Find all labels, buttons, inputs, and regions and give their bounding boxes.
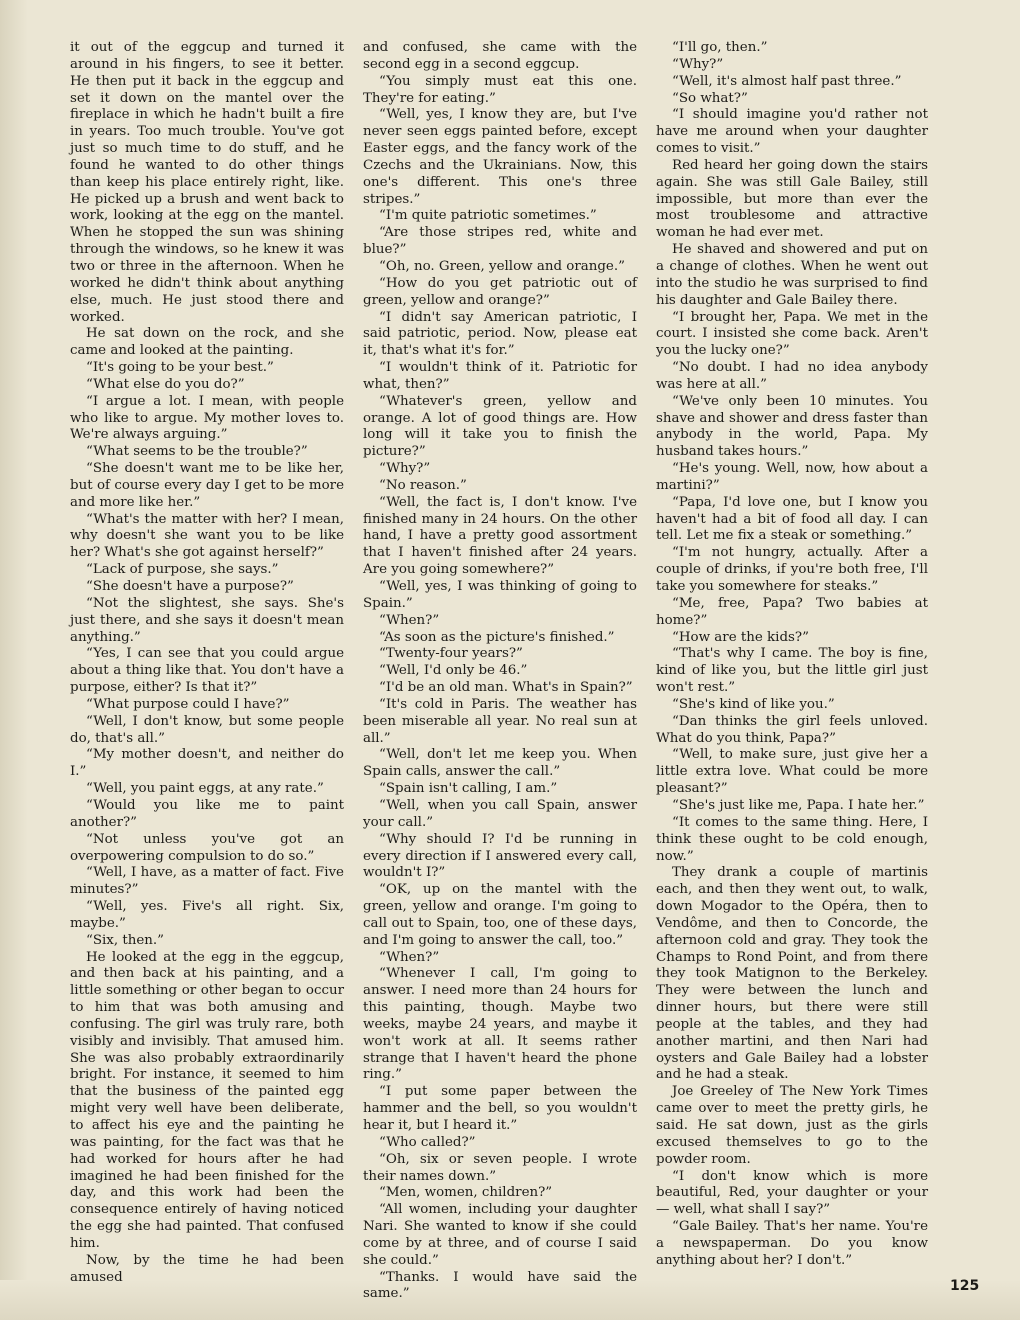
paragraph: “He's young. Well, now, how about a martini?” xyxy=(656,461,928,493)
paragraph: “As soon as the picture's finished.” xyxy=(379,629,615,645)
paragraph: it out of the eggcup and turned it around in his fingers, to see it better. He then put it back in the eggcup and set it down on the mantel over the fireplace in which he hadn't built a fire in years. Too much trouble. You've got just so much time to do stuff, and he found he wanted to do other things than keep his place entirely right, like. He picked up a brush and went back to work, looking at the egg on the mantel. When he stopped the sun was shining through the windows, so he knew it was two or three in the afternoon. When he worked he didn't think about anything else, much. He just stood there and worked. xyxy=(70,40,344,325)
paragraph: He shaved and showered and put on a change of clothes. When he went out into the studio he was surprised to find his daughter and Gale Bailey there. xyxy=(656,242,928,308)
paragraph: “Oh, six or seven people. I wrote their names down.” xyxy=(363,1151,637,1184)
paragraph: “I brought her, Papa. We met in the court. I insisted she come back. Aren't you the lucky one?” xyxy=(656,309,928,359)
text-column-3 xyxy=(656,40,928,1270)
paragraph: “Oh, no. Green, yellow and orange.” xyxy=(379,258,625,274)
paragraph: “My mother doesn't, and neither do I.” xyxy=(70,747,344,780)
paragraph: “Well, don't let me keep you. When Spain calls, answer the call.” xyxy=(363,747,637,780)
paragraph: “Well, you paint eggs, at any rate.” xyxy=(86,781,324,797)
paragraph: “It's cold in Paris. The weather has been miserable all year. No real sun at all.” xyxy=(363,696,637,746)
paragraph: “Why should I? I'd be running in every direction if I answered every call, wouldn't I?” xyxy=(363,831,637,881)
paragraph: “Me, free, Papa? Two babies at home?” xyxy=(656,595,928,628)
paragraph: “Spain isn't calling, I am.” xyxy=(379,781,558,797)
paragraph: “Well, yes, I know they are, but I've never seen eggs painted before, except Easter eggs, and the fancy work of the Czechs and the Ukrainians. Now, this one's different. This one's three stripes.” xyxy=(363,107,637,207)
paragraph: “How do you get patriotic out of green, yellow and orange?” xyxy=(363,275,637,308)
paragraph: “I'm quite patriotic sometimes.” xyxy=(379,208,597,224)
paragraph: “Why?” xyxy=(379,461,431,477)
paragraph: “I argue a lot. I mean, with people who like to argue. My mother loves to. We're always arguing.” xyxy=(70,393,344,443)
paragraph: “How are the kids?” xyxy=(672,629,809,645)
paragraph: “Who called?” xyxy=(379,1134,476,1150)
paragraph: Red heard her going down the stairs again. She was still Gale Bailey, still impossible, but more than ever the most troublesome and attractive woman he had ever met. xyxy=(656,157,928,241)
paragraph: “Why?” xyxy=(672,56,724,72)
paragraph: “You simply must eat this one. They're for eating.” xyxy=(363,73,637,106)
paragraph: “Well, I have, as a matter of fact. Five minutes?” xyxy=(70,865,344,898)
paragraph: “Six, then.” xyxy=(86,932,165,948)
paragraph: “Whenever I call, I'm going to answer. I need more than 24 hours for this painting, though. Maybe two weeks, maybe 24 years, and maybe it won't work at all. It seems rather strange that I haven't heard the phone ring.” xyxy=(363,966,637,1083)
paragraph: “When?” xyxy=(379,612,440,628)
paragraph: “Twenty-four years?” xyxy=(379,646,523,662)
paragraph: “Whatever's green, yellow and orange. A lot of good things are. How long will it take you to finish the picture?” xyxy=(363,393,637,460)
text-column-1 xyxy=(70,40,344,1286)
paragraph: “I put some paper between the hammer and the bell, so you wouldn't hear it, but I heard it.” xyxy=(363,1084,637,1133)
paragraph: “Well, to make sure, just give her a little extra love. What could be more pleasant?” xyxy=(656,747,928,797)
paragraph: “I didn't say American patriotic, I said patriotic, period. Now, please eat it, that's what it's for.” xyxy=(363,309,637,359)
paragraph: “Well, I don't know, but some people do, that's all.” xyxy=(70,713,344,746)
paragraph: “I'd be an old man. What's in Spain?” xyxy=(379,680,633,696)
paragraph: “Are those stripes red, white and blue?” xyxy=(363,225,637,258)
paragraph: “Not the slightest, she says. She's just there, and she says it doesn't mean anything.” xyxy=(70,595,344,645)
paragraph: “OK, up on the mantel with the green, yellow and orange. I'm going to call out to Spain, too, one of these days, and I'm going to answer the call, too.” xyxy=(363,882,637,948)
paragraph: “So what?” xyxy=(672,90,748,106)
paragraph: They drank a couple of martinis each, and then they went out, to walk, down Mogador to the Opéra, then to Vendôme, and then to Concorde, the afternoon cold and gray. They took the Champs to Rond Point, and from there they took Matignon to the Berkeley. They were between the lunch and dinner hours, but there were still people at the tables, and they had another martini, and then Nari had oysters and Gale Bailey had a lobster and he had a steak. xyxy=(656,865,928,1083)
paragraph: “I should imagine you'd rather not have me around when your daughter comes to visit.” xyxy=(656,107,928,157)
paragraph: “Well, the fact is, I don't know. I've finished many in 24 hours. On the other hand, I have a pretty good assortment that I haven't finished after 24 years. Are you going somewhere?” xyxy=(363,494,637,578)
paragraph: “She's kind of like you.” xyxy=(672,696,835,712)
paragraph: “I'll go, then.” xyxy=(672,40,768,55)
paragraph: “It comes to the same thing. Here, I think these ought to be cold enough, now.” xyxy=(656,814,928,864)
paragraph: He looked at the egg in the eggcup, and then back at his painting, and a little something or other began to occur to him that was both amusing and confusing. The girl was truly rare, both visibly and invisibly. That amused him. She was also probably extraordinarily bright. For instance, it seemed to him that the business of the painted egg might very well have been deliberate, to affect his eye and the painting he was painting, for the fact was that he had worked for hours after he had imagined he had been finished for the day, and this work had been the consequence entirely of having noticed the egg she had painted. That confused him. xyxy=(70,949,344,1251)
paragraph: “I don't know which is more beautiful, Red, your daughter or your — well, what shall I say?” xyxy=(656,1168,928,1218)
paragraph: “What purpose could I have?” xyxy=(86,696,290,712)
paragraph: “Well, it's almost half past three.” xyxy=(672,73,902,89)
paragraph: “No doubt. I had no idea anybody was here at all.” xyxy=(656,360,928,392)
paragraph: “All women, including your daughter Nari. She wanted to know if she could come by at three, and of course I said she could.” xyxy=(363,1202,637,1268)
paragraph: “No reason.” xyxy=(379,477,467,493)
paragraph: “When?” xyxy=(379,949,440,965)
paragraph: Joe Greeley of The New York Times came over to meet the pretty girls, he said. He sat down, just as the girls excused themselves to go to the powder room. xyxy=(656,1084,928,1167)
paragraph: “She doesn't have a purpose?” xyxy=(86,579,294,594)
paragraph: and confused, she came with the second egg in a second eggcup. xyxy=(363,40,637,72)
paragraph: “Men, women, children?” xyxy=(379,1185,553,1201)
paragraph: “I wouldn't think of it. Patriotic for what, then?” xyxy=(363,360,637,392)
paragraph: “Well, when you call Spain, answer your call.” xyxy=(363,797,637,830)
paragraph: “Papa, I'd love one, but I know you haven't had a bit of food all day. I can tell. Let me fix a steak or something.” xyxy=(656,494,928,544)
page-number: 125 xyxy=(950,1278,980,1294)
paragraph: “Not unless you've got an overpowering compulsion to do so.” xyxy=(70,831,344,864)
paragraph: “Gale Bailey. That's her name. You're a newspaperman. Do you know anything about her? I don't.” xyxy=(656,1219,928,1268)
paragraph: “She doesn't want me to be like her, but of course every day I get to be more and more like her.” xyxy=(70,461,344,510)
paragraph: “What's the matter with her? I mean, why doesn't she want you to be like her? What's she got against herself?” xyxy=(70,511,344,561)
paragraph: “She's just like me, Papa. I hate her.” xyxy=(672,797,925,813)
paragraph: “That's why I came. The boy is fine, kind of like you, but the little girl just won't rest.” xyxy=(656,646,928,696)
paragraph: “Well, I'd only be 46.” xyxy=(379,663,528,679)
paragraph: “Lack of purpose, she says.” xyxy=(86,562,279,578)
paragraph: “Well, yes. Five's all right. Six, maybe.” xyxy=(70,899,344,931)
paragraph: “What else do you do?” xyxy=(86,376,245,392)
paragraph: He sat down on the rock, and she came and looked at the painting. xyxy=(70,326,344,359)
paragraph: Now, by the time he had been amused xyxy=(70,1252,344,1285)
paragraph: “We've only been 10 minutes. You shave and shower and dress faster than anybody in the world, Papa. My husband takes hours.” xyxy=(656,393,928,460)
scan-edge-left xyxy=(0,0,28,1320)
paragraph: “I'm not hungry, actually. After a couple of drinks, if you're both free, I'll take you somewhere for steaks.” xyxy=(656,545,928,594)
paragraph: “It's going to be your best.” xyxy=(86,360,274,376)
paragraph: “Dan thinks the girl feels unloved. What do you think, Papa?” xyxy=(656,713,928,746)
text-column-2 xyxy=(363,40,637,1303)
paragraph: “What seems to be the trouble?” xyxy=(86,444,308,460)
paragraph: “Would you like me to paint another?” xyxy=(70,797,344,830)
paragraph: “Thanks. I would have said the same.” xyxy=(363,1269,637,1302)
paragraph: “Well, yes, I was thinking of going to Spain.” xyxy=(363,579,637,611)
paragraph: “Yes, I can see that you could argue about a thing like that. You don't have a purpose, either? Is that it?” xyxy=(70,646,344,696)
